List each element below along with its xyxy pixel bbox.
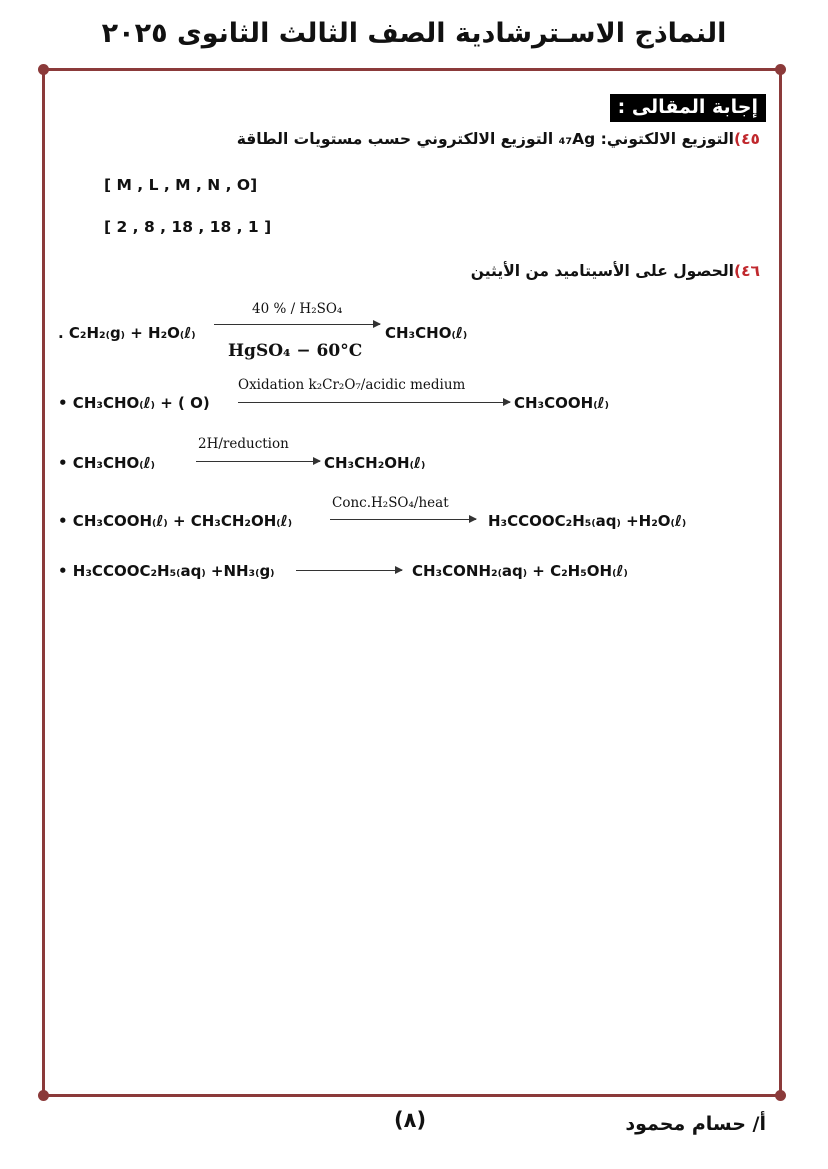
reaction-1-reactants: . C₂H₂₍g₎ + H₂O₍ℓ₎ — [58, 324, 196, 342]
question-45-text: التوزيع الالكتوني: ₄₇Ag التوزيع الالكتروني حسب مستويات الطاقة — [236, 130, 734, 148]
reaction-1-arrow — [214, 324, 380, 325]
reaction-2-reactants: • CH₃CHO₍ℓ₎ + ( O) — [58, 394, 210, 412]
frame-corner-dot — [775, 64, 786, 75]
reaction-4-reactants: • CH₃COOH₍ℓ₎ + CH₃CH₂OH₍ℓ₎ — [58, 512, 293, 530]
reaction-1-products: CH₃CHO₍ℓ₎ — [385, 324, 468, 342]
reaction-1-condition-below: HgSO₄ − 60°C — [228, 341, 363, 361]
reaction-5-arrow — [296, 570, 402, 571]
reaction-2-products: CH₃COOH₍ℓ₎ — [514, 394, 609, 412]
question-46-line — [471, 262, 760, 280]
frame-corner-dot — [38, 1090, 49, 1101]
essay-answer-label: إجابة المقالى : — [610, 94, 766, 122]
reaction-2-arrow — [238, 402, 510, 403]
reaction-3-reactants: • CH₃CHO₍ℓ₎ — [58, 454, 155, 472]
frame-right-line — [779, 70, 782, 1095]
reaction-4-products: H₃CCOOC₂H₅₍aq₎ +H₂O₍ℓ₎ — [488, 512, 687, 530]
reaction-2-condition-above: Oxidation k₂Cr₂O₇/acidic medium — [238, 377, 466, 393]
footer-author: أ/ حسام محمود — [625, 1113, 766, 1135]
reaction-3-products: CH₃CH₂OH₍ℓ₎ — [324, 454, 426, 472]
energy-levels: [ M , L , M , N , O] — [104, 176, 258, 194]
frame-left-line — [42, 70, 45, 1095]
question-45-number: ٤٥) — [733, 130, 760, 148]
frame-bottom-line — [42, 1094, 782, 1097]
reaction-1-condition-above: 40 % / H₂SO₄ — [252, 301, 343, 317]
reaction-4-arrow — [330, 519, 476, 520]
page-title: النماذج الاسـترشادية الصف الثالث الثانوى ٢٠٢٥ — [101, 18, 727, 49]
frame-corner-dot — [775, 1090, 786, 1101]
question-45-line — [237, 130, 760, 148]
electron-counts: [ 2 , 8 , 18 , 18 , 1 ] — [104, 218, 272, 236]
page-number: (٨) — [394, 1108, 427, 1132]
question-46-number: ٤٦) — [733, 262, 760, 280]
reaction-5-reactants: • H₃CCOOC₂H₅₍aq₎ +NH₃₍g₎ — [58, 562, 275, 580]
reaction-3-condition-above: 2H/reduction — [198, 436, 289, 452]
reaction-4-condition-above: Conc.H₂SO₄/heat — [332, 495, 449, 511]
reaction-3-arrow — [196, 461, 320, 462]
frame-corner-dot — [38, 64, 49, 75]
reaction-5-products: CH₃CONH₂₍aq₎ + C₂H₅OH₍ℓ₎ — [412, 562, 628, 580]
frame-top-line — [42, 68, 782, 71]
question-46-text: الحصول على الأسيتاميد من الأيثين — [470, 262, 734, 280]
